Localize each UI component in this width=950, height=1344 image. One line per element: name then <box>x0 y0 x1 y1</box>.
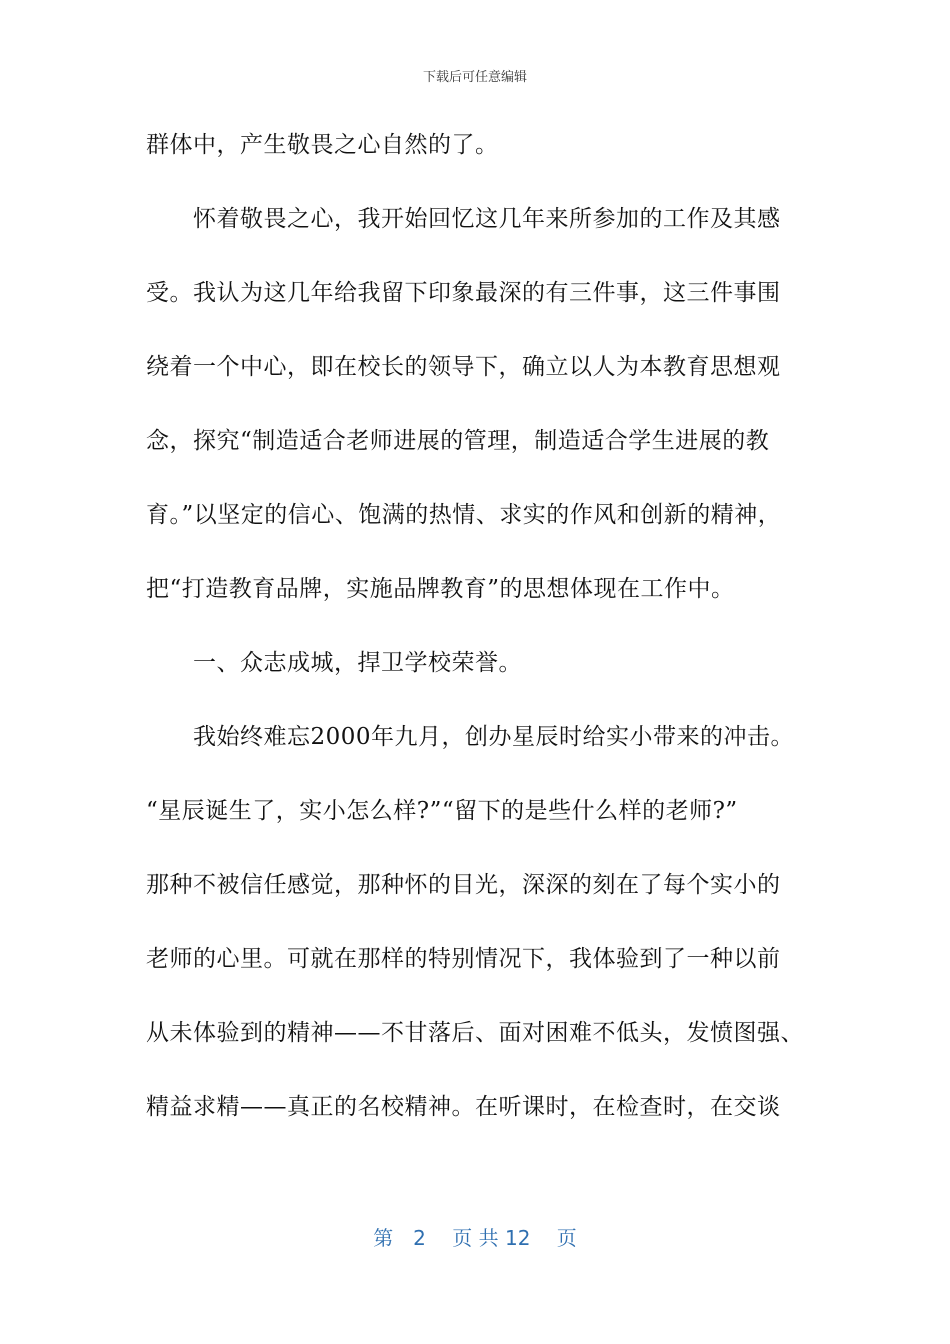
text-line: 一、众志成城，捍卫学校荣誉。 <box>146 650 522 676</box>
text-line: 念，探究“制造适合老师进展的管理，制造适合学生进展的教 <box>146 428 770 454</box>
page-number-footer <box>0 1222 950 1251</box>
text-line: 老师的心里。可就在那样的特别情况下，我体验到了一种以前 <box>146 946 781 972</box>
text-line: 把“打造教育品牌，实施品牌教育”的思想体现在工作中。 <box>146 576 735 602</box>
text-line: 育。”以坚定的信心、饱满的热情、求实的作风和创新的精神， <box>146 502 782 528</box>
page-header: 下载后可任意编辑 <box>422 70 527 85</box>
text-line: 我始终难忘2000年九月，创办星辰时给实小带来的冲击。 <box>146 724 795 750</box>
document-body <box>146 122 826 1158</box>
text-line: 绕着一个中心，即在校长的领导下，确立以人为本教育思想观 <box>146 354 781 380</box>
text-line: “星辰诞生了，实小怎么样?”“留下的是些什么样的老师?” <box>146 798 738 824</box>
text-line: 那种不被信任感觉，那种怀的目光，深深的刻在了每个实小的 <box>146 872 781 898</box>
page-number-text: 第 2 页 共 12 页 <box>373 1226 577 1250</box>
text-line: 怀着敬畏之心，我开始回忆这几年来所参加的工作及其感 <box>146 206 781 232</box>
text-line: 群体中，产生敬畏之心自然的了。 <box>146 132 499 158</box>
text-line: 从未体验到的精神——不甘落后、面对困难不低头，发愤图强、 <box>146 1020 804 1046</box>
text-line: 精益求精——真正的名校精神。在听课时，在检查时，在交谈 <box>146 1094 781 1120</box>
text-line: 受。我认为这几年给我留下印象最深的有三件事，这三件事围 <box>146 280 781 306</box>
